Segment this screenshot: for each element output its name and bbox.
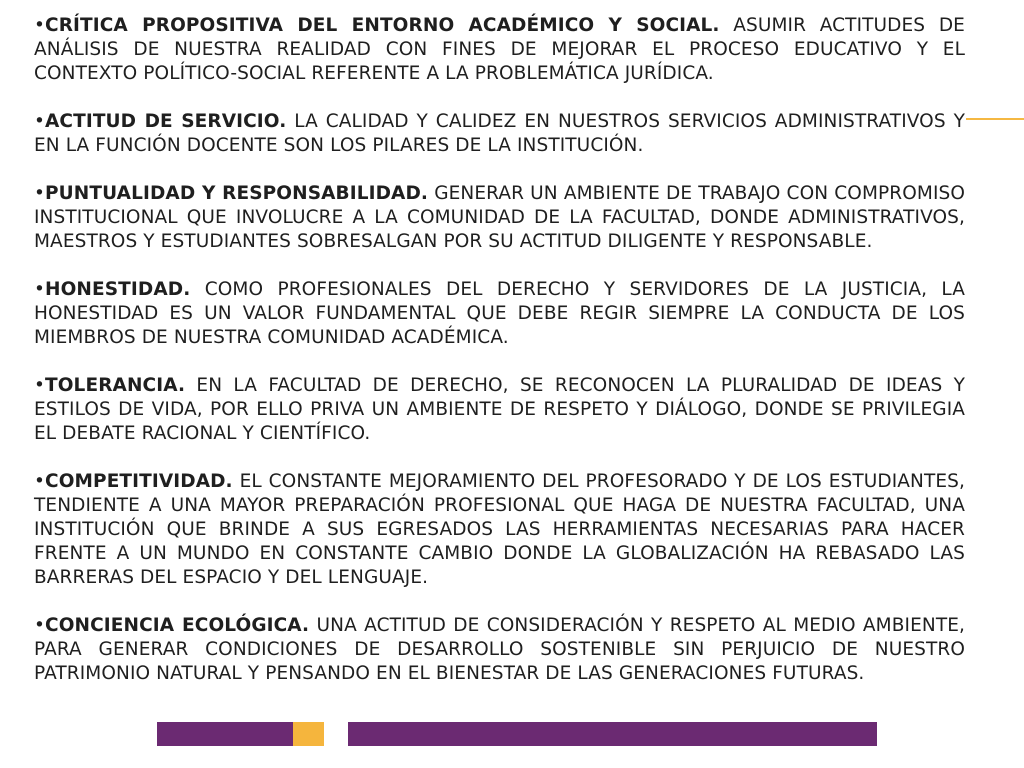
value-item-honestidad [34,278,965,350]
bullet: • [34,471,46,492]
value-title: TOLERANCIA. [45,375,186,396]
bullet: • [34,375,46,396]
value-item-tolerancia [34,374,965,446]
value-description: ASUMIR ACTITUDES DE ANÁLISIS DE NUESTRA REALIDAD CON FINES DE MEJORAR EL PROCESO EDUCATIVO Y EL CONTEXTO POLÍTICO-SOCIAL REFERENTE A LA PROBLEMÁTICA JURÍDICA. [34,15,965,84]
value-description: UNA ACTITUD DE CONSIDERACIÓN Y RESPETO AL MEDIO AMBIENTE, PARA GENERAR CONDICIONES DE DESARROLLO SOSTENIBLE SIN PERJUICIO DE NUESTRO PATRIMONIO NATURAL Y PENSANDO EN EL BIENESTAR DE LAS GENERACIONES FUTURAS. [34,615,965,684]
value-description: LA CALIDAD Y CALIDEZ EN NUESTROS SERVICIOS ADMINISTRATIVOS Y EN LA FUNCIÓN DOCENTE SON LOS PILARES DE LA INSTITUCIÓN. [34,111,965,156]
value-description: EL CONSTANTE MEJORAMIENTO DEL PROFESORADO Y DE LOS ESTUDIANTES, TENDIENTE A UNA MAYOR PREPARACIÓN PROFESIONAL QUE HAGA DE NUESTRA FACULTAD, UNA INSTITUCIÓN QUE BRINDE A SUS EGRESADOS LAS HERRAMIENTAS NECESARIAS PARA HACER FRENTE A UN MUNDO EN CONSTANTE CAMBIO DONDE LA GLOBALIZACIÓN HA REBASADO LAS BARRERAS DEL ESPACIO Y DEL LENGUAJE. [34,471,965,588]
bullet: • [34,279,46,300]
value-title: COMPETITIVIDAD. [45,471,233,492]
value-title: ACTITUD DE SERVICIO. [45,111,287,132]
value-title: PUNTUALIDAD Y RESPONSABILIDAD. [45,183,429,204]
value-title: CONCIENCIA ECOLÓGICA. [45,615,310,636]
value-item-critica [34,14,965,86]
footer-bar-purple-right [348,722,877,746]
value-item-servicio [34,110,965,158]
value-description: EN LA FACULTAD DE DERECHO, SE RECONOCEN LA PLURALIDAD DE IDEAS Y ESTILOS DE VIDA, POR ELLO PRIVA UN AMBIENTE DE RESPETO Y DIÁLOGO, DONDE SE PRIVILEGIA EL DEBATE RACIONAL Y CIENTÍFICO. [34,375,966,444]
footer-bar-orange [293,722,324,746]
value-description: COMO PROFESIONALES DEL DERECHO Y SERVIDORES DE LA JUSTICIA, LA HONESTIDAD ES UN VALOR FUNDAMENTAL QUE DEBE REGIR SIEMPRE LA CONDUCTA DE LOS MIEMBROS DE NUESTRA COMUNIDAD ACADÉMICA. [34,279,966,348]
value-description: GENERAR UN AMBIENTE DE TRABAJO CON COMPROMISO INSTITUCIONAL QUE INVOLUCRE A LA COMUNIDAD DE LA FACULTAD, DONDE ADMINISTRATIVOS, MAESTROS Y ESTUDIANTES SOBRESALGAN POR SU ACTITUD DILIGENTE Y RESPONSABLE. [34,183,966,252]
accent-line [966,118,1024,120]
value-item-puntualidad [34,182,965,254]
value-item-competitividad [34,470,965,590]
bullet: • [34,183,46,204]
value-item-conciencia [34,614,965,686]
footer-bar-purple-left [157,722,293,746]
bullet: • [34,111,46,132]
values-list [34,14,965,686]
bullet: • [34,615,46,636]
value-title: HONESTIDAD. [45,279,191,300]
value-title: CRÍTICA PROPOSITIVA DEL ENTORNO ACADÉMICO Y SOCIAL. [45,15,720,36]
bullet: • [34,15,46,36]
footer-bar-gap [324,722,348,746]
